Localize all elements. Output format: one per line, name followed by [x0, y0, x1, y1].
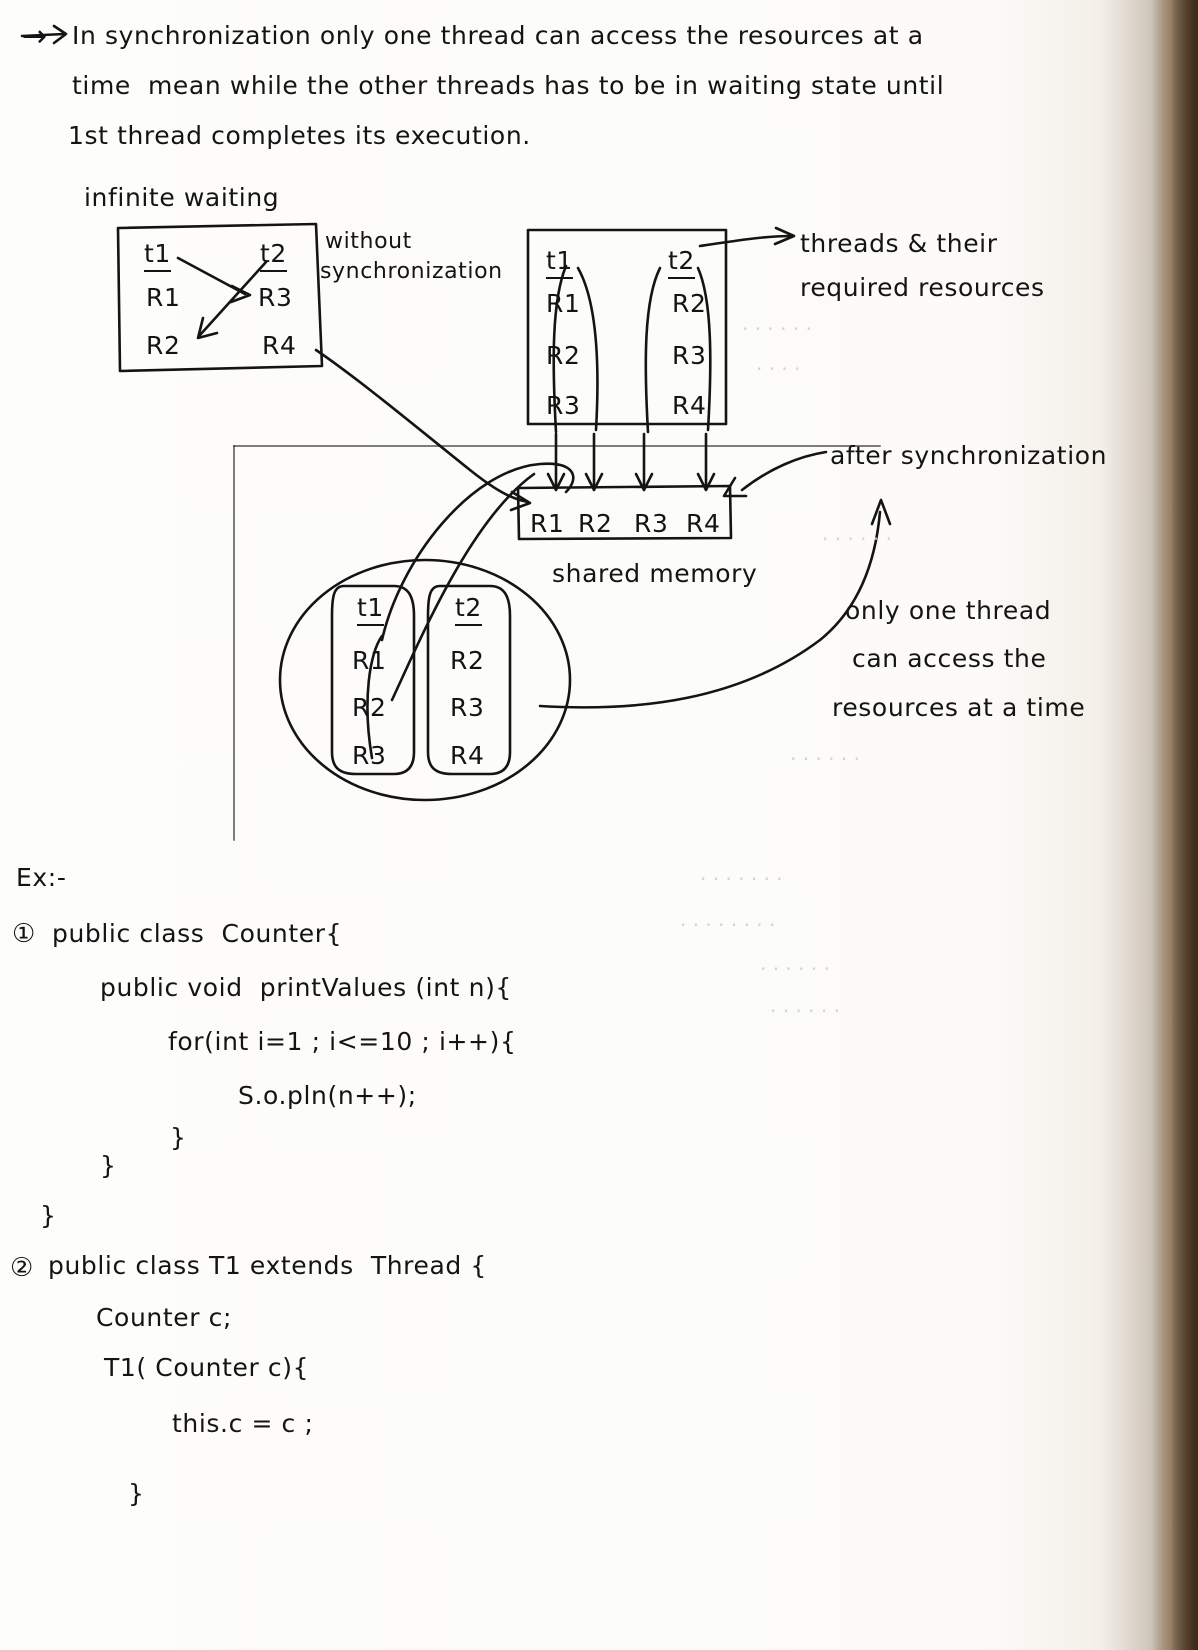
circle-col1-item-0: R1 — [352, 646, 387, 675]
left-box-cell-r4: R4 — [262, 331, 297, 360]
right-box-col1-item-0: R1 — [546, 289, 581, 318]
code2-line-1: public class T1 extends Thread { — [48, 1251, 487, 1280]
right-box-col2-item-0: R2 — [672, 289, 707, 318]
circle-col1-item-1: R2 — [352, 693, 387, 722]
label-threads-line1: threads & their — [800, 229, 998, 258]
svg-text:. . . . . .: . . . . . . — [760, 951, 830, 975]
label-only-one-line2: can access the — [852, 644, 1047, 673]
label-without-sync-line1: without — [325, 229, 412, 254]
label-without-sync-line2: synchronization — [320, 259, 503, 284]
code-line-4: S.o.pln(n++); — [238, 1081, 417, 1110]
page-edge-shade — [1154, 0, 1172, 1650]
circle-col2-item-1: R3 — [450, 693, 485, 722]
code2-line-2: Counter c; — [96, 1303, 233, 1332]
svg-text:. . . . . . .: . . . . . . . — [700, 861, 783, 885]
left-box-cell-r1: R1 — [146, 283, 181, 312]
shared-memory-r4: R4 — [686, 509, 721, 538]
intro-arrow: → — [22, 19, 48, 54]
code-line-1: public class Counter{ — [52, 919, 343, 948]
label-after-sync: after synchronization — [830, 441, 1108, 470]
left-box-header-t1: t1 — [144, 238, 171, 272]
code-line-6: } — [100, 1151, 117, 1180]
left-box-cell-r3: R3 — [258, 283, 293, 312]
shared-memory-r3: R3 — [634, 509, 669, 538]
intro-line-2: time mean while the other threads has to be in waiting state until — [72, 71, 945, 100]
right-box-col2-item-1: R3 — [672, 341, 707, 370]
code-line-3: for(int i=1 ; i<=10 ; i++){ — [168, 1027, 517, 1056]
code2-line-4: this.c = c ; — [172, 1409, 314, 1438]
code2-line-3: T1( Counter c){ — [104, 1353, 310, 1382]
right-box-col1-item-2: R3 — [546, 391, 581, 420]
shared-memory-r2: R2 — [578, 509, 613, 538]
svg-text:. . . . . .: . . . . . . — [822, 521, 892, 545]
code-line-5: } — [170, 1123, 187, 1152]
circle-col1-item-2: R3 — [352, 741, 387, 770]
right-box-col2-item-2: R4 — [672, 391, 707, 420]
example-item1-marker: ① — [12, 919, 36, 949]
shared-memory-r1: R1 — [530, 509, 565, 538]
intro-line-1: In synchronization only one thread can access the resources at a — [72, 21, 924, 50]
example-heading: Ex:- — [16, 863, 67, 892]
code-line-7: } — [40, 1201, 57, 1230]
svg-text:. . . . . .: . . . . . . — [790, 741, 860, 765]
label-infinite-waiting: infinite waiting — [84, 183, 280, 212]
svg-text:. . . . . .: . . . . . . — [742, 311, 812, 335]
svg-text:. . . . . . . .: . . . . . . . . — [680, 907, 776, 931]
left-box-header-t2: t2 — [260, 238, 287, 272]
label-only-one-line3: resources at a time — [832, 693, 1086, 722]
right-box-header-t2: t2 — [668, 245, 695, 279]
svg-text:. . . .: . . . . — [756, 351, 801, 375]
intro-line-3: 1st thread completes its execution. — [68, 121, 531, 150]
left-box-cell-r2: R2 — [146, 331, 181, 360]
label-threads-line2: required resources — [800, 273, 1045, 302]
right-box-header-t1: t1 — [546, 245, 573, 279]
example-item2-marker: ② — [10, 1253, 34, 1283]
circle-header-t2: t2 — [455, 592, 482, 626]
circle-col2-item-0: R2 — [450, 646, 485, 675]
circle-col2-item-2: R4 — [450, 741, 485, 770]
label-only-one-line1: only one thread — [845, 596, 1052, 625]
code-line-2: public void printValues (int n){ — [100, 973, 512, 1002]
code2-line-5: } — [128, 1479, 145, 1508]
right-box-col1-item-1: R2 — [546, 341, 581, 370]
book-spine-shadow — [1172, 0, 1198, 1650]
svg-text:. . . . . .: . . . . . . — [770, 993, 840, 1017]
label-shared-memory: shared memory — [552, 559, 758, 588]
circle-header-t1: t1 — [357, 592, 384, 626]
